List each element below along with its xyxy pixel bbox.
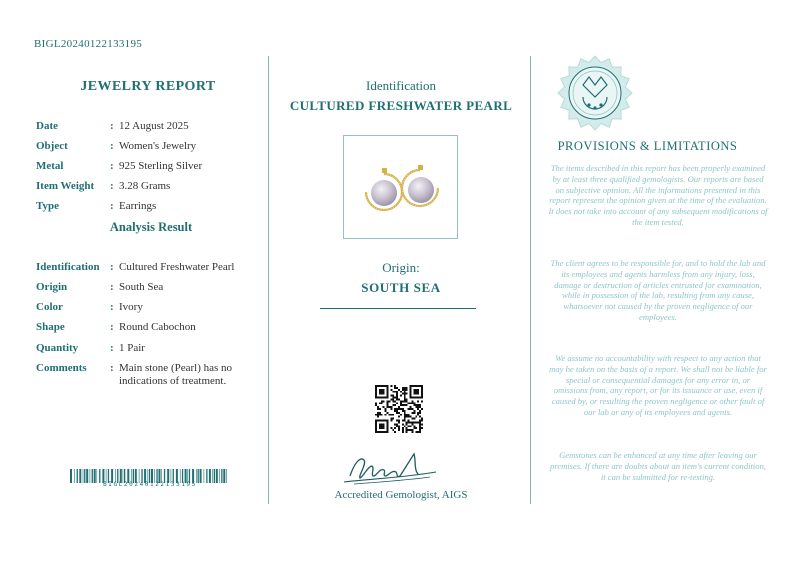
column-divider-left [268,56,269,504]
analysis-value: Round Cabochon [119,321,196,333]
analysis-value: Ivory [119,301,143,313]
analysis-label: Identification [36,261,100,273]
analysis-value: Main stone (Pearl) has no indications of treatment. [119,362,233,387]
pearl-earrings-photo [343,135,458,239]
pearl-earrings-illustration [344,136,457,238]
colon: : [110,180,114,192]
detail-label: Item Weight [36,180,95,192]
origin-label: Origin: [382,260,420,275]
report-number: BIGL20240122133195 [34,38,143,50]
colon: : [110,120,114,132]
detail-label: Date [36,120,58,132]
analysis-label: Color [36,301,63,313]
detail-label: Type [36,200,60,212]
colon: : [110,321,114,333]
provisions-paragraph-2: The client agrees to be responsible for, and to hold the lab and its employees and agents harmless from any injury, loss, damage or destruction of articles entrusted for examination, while in possession of the lab, resulting from any cause, whatsoever not caused by the proven negligence of our employees. [550,258,766,322]
colon: : [110,140,114,152]
provisions-title: PROVISIONS & LIMITATIONS [557,139,738,153]
analysis-label: Comments [36,362,87,374]
detail-value: Earrings [119,200,157,212]
signature-icon [340,446,440,488]
identification-value: CULTURED FRESHWATER PEARL [289,98,513,113]
analysis-label: Quantity [36,342,79,354]
analysis-value: Cultured Freshwater Pearl [119,261,235,273]
identification-label: Identification [365,78,437,93]
provisions-paragraph-1: The items described in this report has been properly examined by at least three qualified gemologists. Our reports are based on subjective opinion. All the informations presented in this report represent the opinion given at the time of the evaluation. It does not take into account of any subsequent modifications of the item tested. [548,163,768,227]
gemologist-caption: Accredited Gemologist, AIGS [334,489,468,501]
column-divider-right [530,56,531,504]
analysis-label: Shape [36,321,65,333]
report-title: JEWELRY REPORT [80,79,216,94]
origin-divider [320,308,476,309]
detail-label: Object [36,140,68,152]
provisions-paragraph-3: We assume no accountability with respect to any action that may be taken on the basis of a report. We shall not be liable for special or consequential damages for any error in, or omissions from, any report, or for its issuance or use, even if caused by, or resulting the proven negligence or other fault of our lab or any of its employees and agents. [549,353,767,417]
qr-code-icon[interactable] [375,385,423,433]
detail-value: 12 August 2025 [119,120,189,132]
detail-value: 925 Sterling Silver [119,160,203,172]
colon: : [110,160,114,172]
detail-value: Women's Jewelry [119,140,197,152]
colon: : [110,200,114,212]
colon: : [110,281,114,293]
origin-value: SOUTH SEA [361,280,441,295]
seal-icon [557,55,633,131]
colon: : [110,261,114,273]
analysis-value: South Sea [119,281,164,293]
detail-value: 3.28 Grams [119,180,171,192]
detail-label: Metal [36,160,64,172]
analysis-heading: Analysis Result [109,220,193,234]
analysis-value: 1 Pair [119,342,145,354]
analysis-label: Origin [36,281,68,293]
colon: : [110,342,114,354]
colon: : [110,362,114,374]
colon: : [110,301,114,313]
provisions-paragraph-4: Gemstones can be enhanced at any time after leaving our premises. If there are doubts about an item's current condition, it can be submitted for re-testing. [549,450,767,482]
barcode-number: BIGL20240122133195 [103,481,197,488]
